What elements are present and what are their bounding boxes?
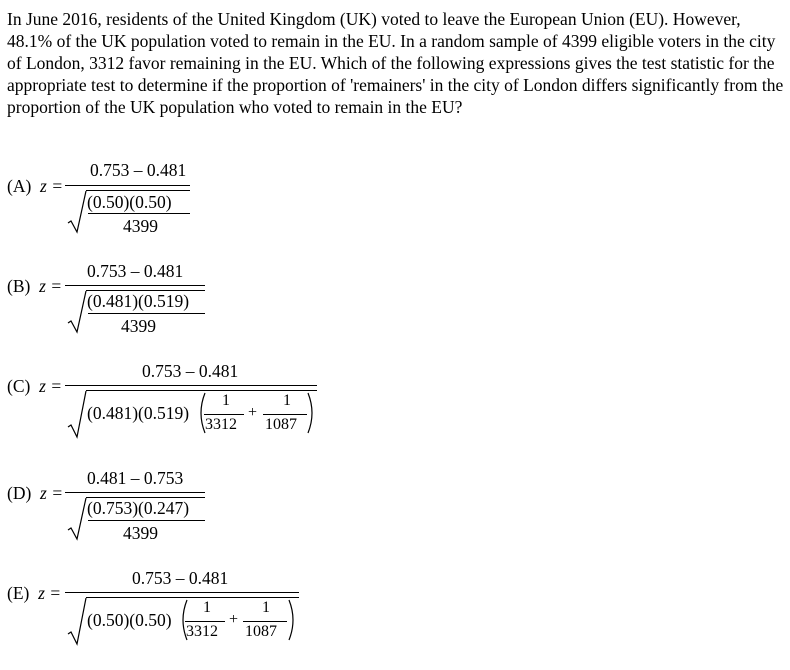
plus-sign: + [229,611,239,628]
option-label: (E) z = [7,583,62,603]
fraction-1-numerator: 1 [203,599,211,616]
numerator: 0.753 – 0.481 [90,160,187,180]
fraction-2-denominator: 1087 [245,623,277,640]
radicand-top: (0.753)(0.247) [87,498,190,518]
fraction-2-numerator: 1 [283,392,291,409]
radical-sign [67,289,87,334]
fraction-2-numerator: 1 [262,599,270,616]
fraction-bar [65,592,299,593]
numerator: 0.753 – 0.481 [87,261,184,281]
radical-sign [67,389,87,439]
option-b[interactable] [7,261,217,341]
radicand-bottom: 4399 [123,216,158,236]
fraction-bar [65,185,190,186]
radicand-top: (0.481)(0.519) [87,291,190,311]
fraction-2-denominator: 1087 [265,416,297,433]
product: (0.481)(0.519) [87,403,190,423]
radicand-bottom: 4399 [121,316,156,336]
fraction-bar [65,385,317,386]
fraction-1-denominator: 3312 [205,416,237,433]
option-c[interactable] [7,361,327,451]
radicand-bottom: 4399 [123,523,158,543]
question-text: In June 2016, residents of the United Kingdom (UK) voted to leave the European Union (EU). However, 48.1% of the UK population voted to remain in the EU. In a random sample of 4399 eligible voters in the city of London, 3312 favor remaining in the EU. Which of the following expressions gives the test statistic for the appropriate test to determine if the proportion of 'remainers' in the city of London differs significantly from the proportion of the UK population who voted to remain in the EU? [7,9,784,117]
radicand-bar [88,313,205,314]
fraction-1-numerator: 1 [222,392,230,409]
option-d[interactable] [7,468,217,548]
radicand-top: (0.50)(0.50) [87,192,172,212]
option-label: (C) z = [7,376,63,396]
option-e[interactable] [7,568,307,658]
numerator: 0.481 – 0.753 [87,468,184,488]
option-label: (A) z = [7,176,64,196]
plus-sign: + [248,404,258,421]
right-paren [306,391,316,435]
fraction-1-denominator: 3312 [186,623,218,640]
radical-sign [67,496,87,541]
product: (0.50)(0.50) [87,610,172,630]
fraction-bar [65,285,205,286]
option-label: (D) z = [7,483,64,503]
radicand-bar [88,520,205,521]
right-paren [287,598,297,642]
numerator: 0.753 – 0.481 [142,361,239,381]
radical-sign [67,189,87,234]
numerator: 0.753 – 0.481 [132,568,229,588]
option-a[interactable] [7,160,207,240]
radical-sign [67,596,87,646]
radicand-bar [88,213,190,214]
option-label: (B) z = [7,276,63,296]
fraction-bar [65,492,205,493]
